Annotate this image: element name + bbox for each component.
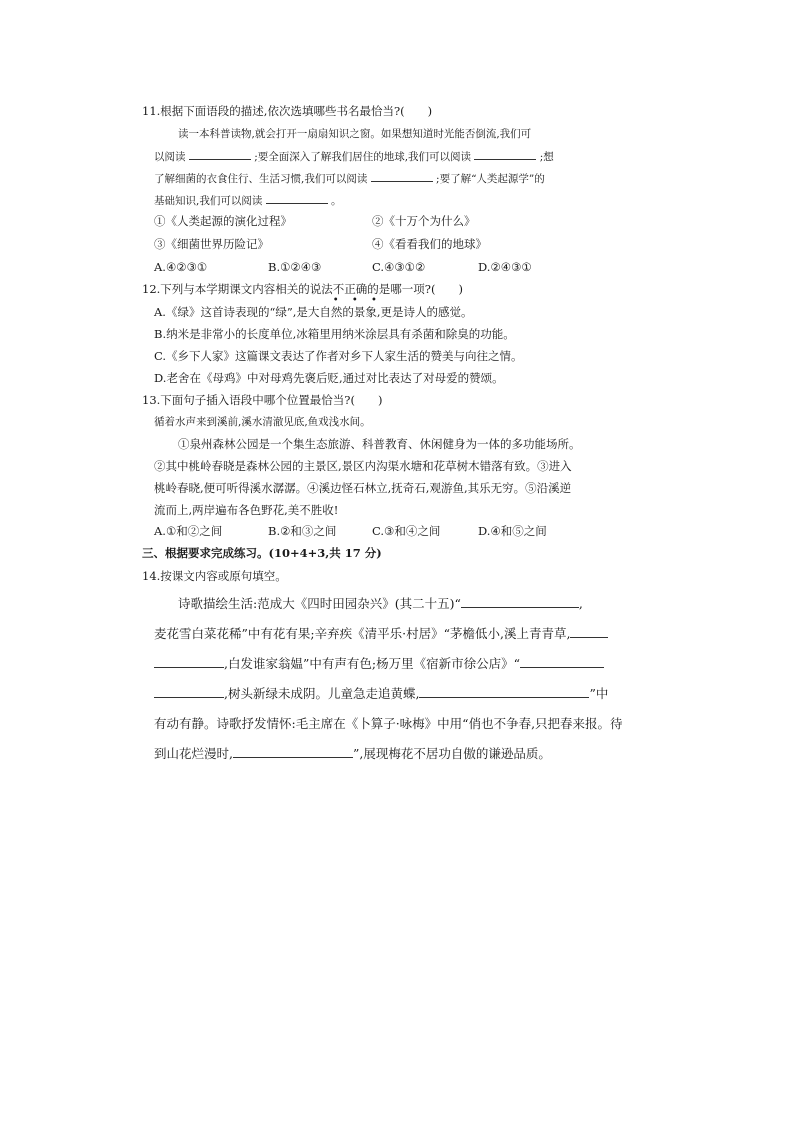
q14-line-2 — [154, 626, 608, 642]
q11-book-2: ②《十万个为什么》 — [372, 214, 476, 228]
q14-text: ,树头新绿未成阴。儿童急走追黄蝶, — [224, 686, 420, 701]
q11-book-1: ①《人类起源的演化过程》 — [154, 214, 292, 228]
q11-option-b[interactable]: B.①②④③ — [268, 260, 322, 274]
emphasis-dots-icon: • • • — [332, 295, 382, 306]
q14-line-1 — [178, 596, 583, 612]
q12-option-d[interactable]: D.老舍在《母鸡》中对母鸡先褒后贬,通过对比表达了对母爱的赞颂。 — [154, 371, 504, 385]
q13-passage-line-4: 流而上,两岸遍布各色野花,美不胜收! — [154, 503, 339, 517]
q14-line-5: 有动有静。诗歌抒发情怀:毛主席在《卜算子·咏梅》中用“俏也不争春,只把春来报。待 — [154, 716, 623, 731]
q14-text: ”,展现梅花不居功自傲的谦逊品质。 — [352, 746, 551, 761]
q13-option-a[interactable]: A.①和②之间 — [154, 524, 223, 538]
q11-text: 。 — [331, 195, 342, 207]
q11-passage-line-4 — [154, 192, 342, 208]
section-3-title: 三、根据要求完成练习。(10+4+3,共 17 分) — [142, 546, 382, 560]
q11-option-c[interactable]: C.④③①② — [372, 260, 426, 274]
q13-option-b[interactable]: B.②和③之间 — [268, 524, 337, 538]
q14-blank-4[interactable] — [419, 686, 589, 698]
q14-text: ,白发谁家翁媪”中有声有色;杨万里《宿新市徐公店》“ — [224, 656, 520, 671]
q11-passage-line-1: 读一本科普读物,就会打开一扇扇知识之窗。如果想知道时光能否倒流,我们可 — [178, 128, 532, 140]
q11-blank-4[interactable] — [266, 192, 328, 204]
q11-text: ;想 — [539, 151, 554, 163]
q14-line-6 — [154, 746, 551, 762]
q13-passage-line-1: ①泉州森林公园是一个集生态旅游、科普教育、休闲健身为一体的多功能场所。 — [178, 437, 581, 451]
q11-passage-line-2 — [154, 148, 554, 164]
q11-stem: 11.根据下面语段的描述,依次选填哪些书名最恰当?( ) — [142, 104, 433, 118]
q11-blank-2[interactable] — [474, 148, 536, 160]
q11-text: ;要了解“人类起源学”的 — [436, 173, 545, 185]
q13-passage-line-2: ②其中桃岭春晓是森林公园的主景区,景区内沟渠水塘和花草树木错落有致。③进入 — [154, 459, 572, 473]
q13-sentence: 循着水声来到溪前,溪水清澈见底,鱼戏浅水间。 — [154, 416, 371, 428]
q14-line-4 — [154, 686, 608, 702]
q12-stem-text: 的是哪一项?( ) — [367, 282, 463, 296]
q14-stem: 14.按课文内容或原句填空。 — [142, 569, 287, 583]
q11-blank-1[interactable] — [189, 148, 251, 160]
q11-option-d[interactable]: D.②④③① — [478, 260, 532, 274]
q13-stem: 13.下面句子插入语段中哪个位置最恰当?( ) — [142, 393, 383, 407]
q11-text: 基础知识,我们可以阅读 — [154, 195, 263, 207]
q11-passage-line-3 — [154, 170, 545, 186]
q12-option-c[interactable]: C.《乡下人家》这篇课文表达了作者对乡下人家生活的赞美与向往之情。 — [154, 349, 523, 363]
q14-text: , — [578, 596, 583, 611]
q14-text: 诗歌描绘生活:范成大《四时田园杂兴》(其二十五)“ — [178, 596, 461, 611]
q14-blank-5[interactable] — [233, 746, 353, 758]
q12-emphasis — [332, 282, 382, 306]
q12-option-b[interactable]: B.纳米是非常小的长度单位,冰箱里用纳米涂层具有杀菌和除臭的功能。 — [154, 327, 515, 341]
q11-text: ;要全面深入了解我们居住的地球,我们可以阅读 — [254, 151, 472, 163]
q13-option-c[interactable]: C.③和④之间 — [372, 524, 441, 538]
q14-text: 到山花烂漫时, — [154, 746, 233, 761]
q13-passage-line-3: 桃岭春晓,便可听得溪水潺潺。④溪边怪石林立,抚奇石,观游鱼,其乐无穷。⑤沿溪逆 — [154, 481, 572, 495]
q12-option-a[interactable]: A.《绿》这首诗表现的“绿”,是大自然的景象,更是诗人的感觉。 — [154, 305, 473, 319]
q11-blank-3[interactable] — [371, 170, 433, 182]
q13-option-d[interactable]: D.④和⑤之间 — [478, 524, 547, 538]
q12-stem — [142, 282, 463, 306]
q11-text: 以阅读 — [154, 151, 186, 163]
q14-blank-1[interactable] — [461, 596, 579, 608]
q14-blank-2b[interactable] — [154, 656, 224, 668]
q14-line-3 — [154, 656, 604, 672]
q11-book-4: ④《看看我们的地球》 — [372, 237, 487, 251]
q11-book-3: ③《细菌世界历险记》 — [154, 237, 269, 251]
q12-stem-text: 12.下列与本学期课文内容相关的说法 — [142, 282, 333, 296]
q11-option-a[interactable]: A.④②③① — [154, 260, 208, 274]
q12-emphasis-text: 不正确 — [332, 282, 368, 296]
q14-text: 麦花雪白菜花稀”中有花有果;辛弃疾《清平乐·村居》“茅檐低小,溪上青青草, — [154, 626, 571, 641]
q14-blank-3a[interactable] — [520, 656, 604, 668]
q14-blank-3b[interactable] — [154, 686, 224, 698]
q14-blank-2a[interactable] — [570, 626, 608, 638]
q14-text: ”中 — [589, 686, 609, 701]
q11-text: 了解细菌的衣食住行、生活习惯,我们可以阅读 — [154, 173, 368, 185]
